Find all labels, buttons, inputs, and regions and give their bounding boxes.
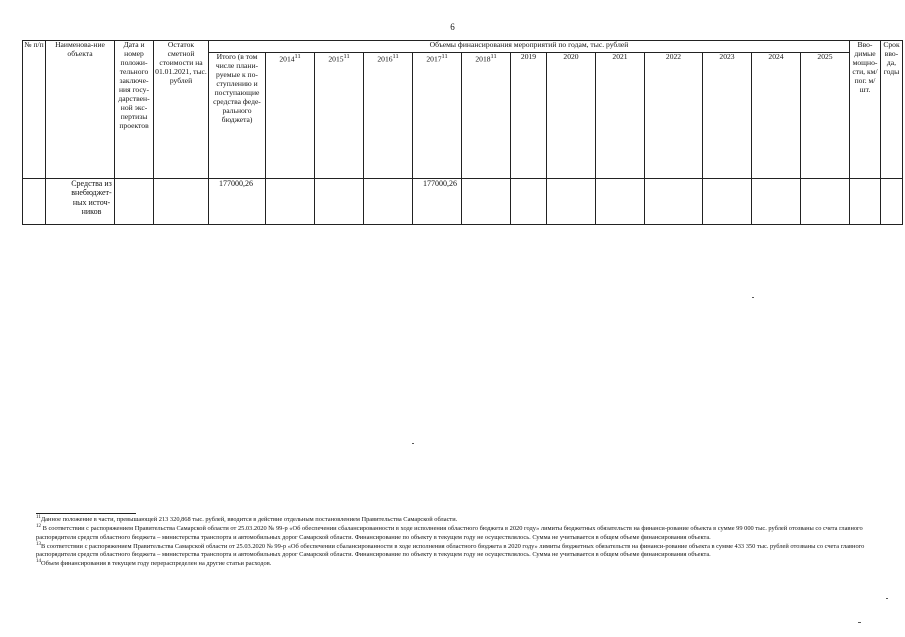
footnote-mark: 14: [36, 559, 41, 565]
header-financing-group: Объемы финансирования мероприятий по годам, тыс. рублей: [209, 41, 850, 53]
header-year: 2022: [645, 53, 703, 179]
footnote-mark: 11: [294, 53, 301, 61]
footnote-mark: 12: [36, 524, 41, 530]
header-year: 2015$^{11}$: [315, 53, 364, 179]
header-object-name: Наименова-ние объекта: [46, 41, 115, 179]
scan-speck: [886, 598, 888, 599]
scan-speck: [752, 297, 754, 298]
header-capacity: Вво-димые мощно-сти, км/ пог. м/шт.: [850, 41, 881, 179]
footnote-mark: 13: [36, 541, 41, 547]
page-number: 6: [450, 22, 455, 32]
scan-speck: [858, 622, 861, 623]
row-name: Средства из внебюджет-ных источ-ников: [46, 179, 115, 225]
footnote-mark: 11: [343, 53, 350, 61]
footnote-text: Объем финансирования в текущем году перераспределен на другие статьи расходов.: [41, 560, 272, 568]
footnote-mark: 11: [392, 53, 399, 61]
footnote-item: [36, 542, 888, 560]
footnote-divider: [36, 513, 136, 514]
header-year: 2024: [752, 53, 801, 179]
header-year: 2014$^{11}$: [266, 53, 315, 179]
header-year: 2021: [596, 53, 645, 179]
footnote-text: В соответствии с распоряжением Правительства Самарской области от 25.03.2020 № 99-р «Об обеспечении сбалансированности в ходе исполнения областного бюджета в 2020 году» лимиты бюджетных обязательств на финанси-рование объекта в сумме 99 000 тыс. рублей отозваны со счета главного распорядителя средств областного бюджета – министерства транспорта и автомобильных дорог Самарской области. Финансирование по объекту в текущем году не осуществлялось. Сумма не учитывается в общем объеме финансирования объекта.: [36, 525, 863, 541]
header-year: 2025: [801, 53, 850, 179]
header-year: 2020: [547, 53, 596, 179]
footnote-mark: 11: [490, 53, 497, 61]
header-commission-term: Срок вво-да, годы: [881, 41, 903, 179]
footnote-mark: 11: [36, 515, 41, 520]
header-total: Итого (в том числе плани-руемые к по-ступлению и поступающие средства феде-рального бюджета): [209, 53, 266, 179]
header-num: № п/п: [23, 41, 46, 179]
row-2017-value: 177000,26: [413, 179, 462, 225]
header-remaining-cost: Остаток сметной стоимости на 01.01.2021, тыс. рублей: [154, 41, 209, 179]
header-year: 2023: [703, 53, 752, 179]
footnote-text: Данное положение в части, превышающей 213 320,868 тыс. рублей, вводится в действие отдельным постановлением Правительства Самарской области.: [40, 516, 458, 524]
header-year: 2019: [511, 53, 547, 179]
footnote-item: [36, 559, 888, 568]
footnote-item: [36, 524, 888, 542]
footnote-mark: 11: [441, 53, 448, 61]
footnote-text: В соответствии с распоряжением Правительства Самарской области от 25.03.2020 № 99-р «Об обеспечении сбалансированности в ходе исполнения областного бюджета в 2020 году» лимиты бюджетных обязательств на финанси-рование объекта в сумме 433 350 тыс. рублей отозваны со счета главного распорядителя средств областного бюджета – министерства транспорта и автомобильных дорог Самарской области. Финансирование по объекту в текущем году не осуществлялось. Сумма не учитывается в общем объеме финансирования объекта.: [36, 542, 865, 559]
footnotes: [36, 513, 888, 569]
header-year: 2017$^{11}$: [413, 53, 462, 179]
header-year: 2018$^{11}$: [462, 53, 511, 179]
header-year: 2016$^{11}$: [364, 53, 413, 179]
row-total: 177000,26: [209, 179, 266, 225]
financing-table: [22, 40, 903, 225]
scan-speck: [412, 443, 414, 444]
table-row: [23, 179, 903, 225]
footnote-item: [36, 515, 888, 524]
header-expertise-date: Дата и номер положи-тельного заключе-ния госу-дарствен-ной экс-пертизы проектов: [115, 41, 154, 179]
